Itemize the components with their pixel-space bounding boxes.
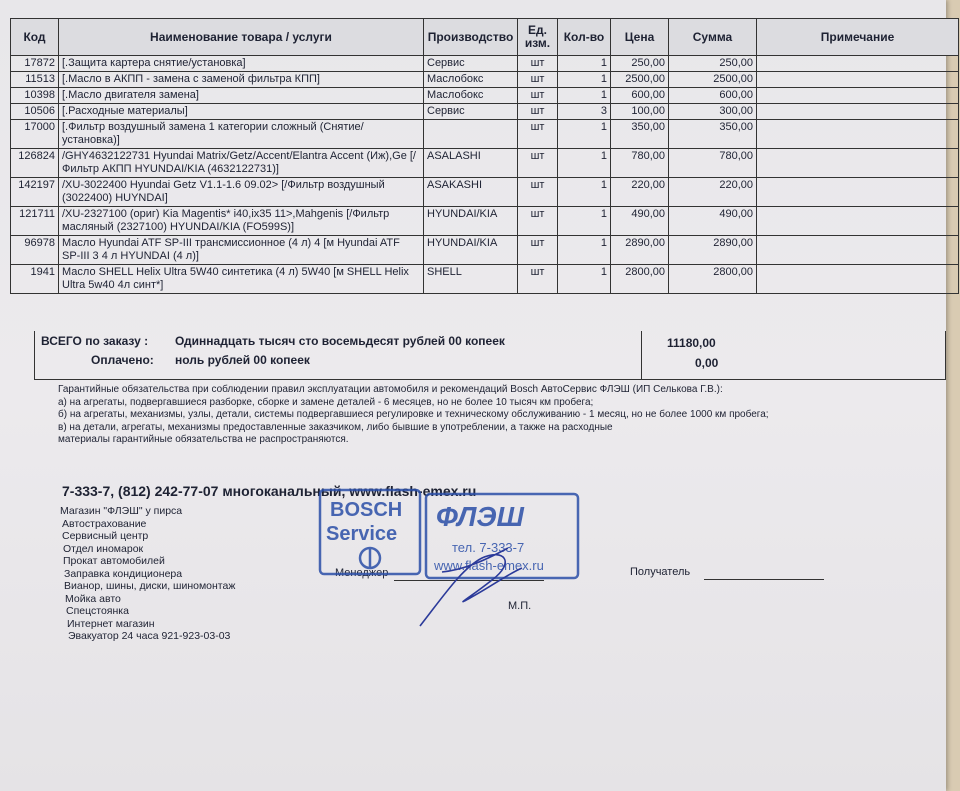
cell-note bbox=[757, 236, 959, 265]
cell-price: 490,00 bbox=[611, 207, 669, 236]
cell-maker: SHELL bbox=[424, 265, 518, 294]
service-item: Сервисный центр bbox=[62, 530, 149, 542]
cell-note bbox=[757, 56, 959, 72]
service-item: Эвакуатор 24 часа 921-923-03-03 bbox=[68, 630, 231, 642]
cell-unit: шт bbox=[518, 120, 558, 149]
cell-code: 17872 bbox=[11, 56, 59, 72]
service-item: Спецстоянка bbox=[66, 605, 129, 617]
cell-sum: 600,00 bbox=[669, 88, 757, 104]
cell-name: [.Масло двигателя замена] bbox=[59, 88, 424, 104]
service-item: Мойка авто bbox=[65, 592, 121, 605]
service-item: Интернет магазин bbox=[67, 617, 155, 630]
services-list bbox=[60, 505, 235, 643]
cell-code: 142197 bbox=[11, 178, 59, 207]
warranty-terms bbox=[58, 384, 898, 447]
invoice-table bbox=[10, 18, 959, 294]
table-row bbox=[11, 72, 959, 88]
cell-name: /XU-3022400 Hyundai Getz V1.1-1.6 09.02> [/Фильтр воздушный (3022400) HUYNDAI] bbox=[59, 178, 424, 207]
header-unit: Ед. изм. bbox=[518, 19, 558, 56]
cell-price: 350,00 bbox=[611, 120, 669, 149]
table-row bbox=[11, 207, 959, 236]
paid-label: Оплачено: bbox=[91, 353, 154, 367]
cell-unit: шт bbox=[518, 72, 558, 88]
cell-note bbox=[757, 178, 959, 207]
cell-sum: 2500,00 bbox=[669, 72, 757, 88]
cell-code: 10398 bbox=[11, 88, 59, 104]
cell-sum: 2890,00 bbox=[669, 236, 757, 265]
cell-maker: HYUNDAI/KIA bbox=[424, 207, 518, 236]
cell-qty: 1 bbox=[558, 72, 611, 88]
totals-divider bbox=[641, 331, 642, 379]
paid-value: 0,00 bbox=[695, 356, 719, 370]
cell-price: 100,00 bbox=[611, 104, 669, 120]
cell-qty: 1 bbox=[558, 178, 611, 207]
cell-unit: шт bbox=[518, 88, 558, 104]
cell-qty: 3 bbox=[558, 104, 611, 120]
cell-name: [.Фильтр воздушный замена 1 категории сложный (Снятие/установка)] bbox=[59, 120, 424, 149]
cell-note bbox=[757, 104, 959, 120]
service-item: Вианор, шины, диски, шиномонтаж bbox=[64, 580, 236, 592]
stamp-site: www.flash-emex.ru bbox=[434, 558, 544, 573]
totals-block bbox=[34, 331, 946, 380]
service-item: Отдел иномарок bbox=[63, 542, 144, 555]
cell-sum: 300,00 bbox=[669, 104, 757, 120]
cell-code: 1941 bbox=[11, 265, 59, 294]
cell-code: 126824 bbox=[11, 149, 59, 178]
cell-unit: шт bbox=[518, 207, 558, 236]
table-row bbox=[11, 265, 959, 294]
cell-maker: HYUNDAI/KIA bbox=[424, 236, 518, 265]
warranty-line: материалы гарантийные обязательства не распространяются. bbox=[58, 434, 349, 445]
service-item: Заправка кондиционера bbox=[64, 567, 183, 580]
cell-unit: шт bbox=[518, 265, 558, 294]
cell-unit: шт bbox=[518, 104, 558, 120]
cell-unit: шт bbox=[518, 149, 558, 178]
table-header-row bbox=[11, 19, 959, 56]
cell-qty: 1 bbox=[558, 88, 611, 104]
cell-note bbox=[757, 120, 959, 149]
header-note: Примечание bbox=[757, 19, 959, 56]
table-row bbox=[11, 120, 959, 149]
cell-code: 17000 bbox=[11, 120, 59, 149]
cell-qty: 1 bbox=[558, 120, 611, 149]
header-qty: Кол-во bbox=[558, 19, 611, 56]
receiver-signature-line bbox=[704, 579, 824, 580]
warranty-line: в) на детали, агрегаты, механизмы предоставленные заказчиком, либо бывшие в употреблении, а также на расходные bbox=[58, 421, 613, 433]
service-item: Автострахование bbox=[62, 517, 147, 530]
cell-sum: 250,00 bbox=[669, 56, 757, 72]
stamp-name: ФЛЭШ bbox=[436, 501, 524, 532]
warranty-line: а) на агрегаты, подвергавшиеся разборке, сборке и замене деталей - 6 месяцев, но не более 10 тысяч км пробега; bbox=[58, 396, 594, 408]
table-row bbox=[11, 88, 959, 104]
stamp-brand2: Service bbox=[326, 523, 398, 545]
stamp-place-label: М.П. bbox=[508, 600, 532, 612]
cell-note bbox=[757, 72, 959, 88]
table-row bbox=[11, 56, 959, 72]
table-row bbox=[11, 149, 959, 178]
cell-code: 96978 bbox=[11, 236, 59, 265]
cell-price: 2890,00 bbox=[611, 236, 669, 265]
cell-qty: 1 bbox=[558, 149, 611, 178]
cell-maker bbox=[424, 120, 518, 149]
cell-price: 780,00 bbox=[611, 149, 669, 178]
manager-label: Менеджер bbox=[335, 567, 389, 579]
cell-name: [.Защита картера снятие/установка] bbox=[59, 56, 424, 72]
header-name: Наименование товара / услуги bbox=[59, 19, 424, 56]
cell-note bbox=[757, 149, 959, 178]
cell-maker: Сервис bbox=[424, 104, 518, 120]
manager-signature bbox=[412, 528, 542, 638]
cell-name: Масло Hyundai ATF SP-III трансмиссионное (4 л) 4 [м Hyundai ATF SP-III 3 4 л HYUNDAI (4 л)] bbox=[59, 236, 424, 265]
cell-sum: 490,00 bbox=[669, 207, 757, 236]
total-label: ВСЕГО по заказу : bbox=[41, 334, 149, 348]
cell-sum: 2800,00 bbox=[669, 265, 757, 294]
header-price: Цена bbox=[611, 19, 669, 56]
paid-words: ноль рублей 00 копеек bbox=[175, 353, 310, 367]
cell-unit: шт bbox=[518, 236, 558, 265]
cell-sum: 350,00 bbox=[669, 120, 757, 149]
cell-qty: 1 bbox=[558, 265, 611, 294]
service-item: Прокат автомобилей bbox=[63, 555, 165, 567]
cell-price: 250,00 bbox=[611, 56, 669, 72]
total-value: 11180,00 bbox=[667, 336, 716, 350]
table-row bbox=[11, 104, 959, 120]
cell-maker: ASAKASHI bbox=[424, 178, 518, 207]
cell-name: /XU-2327100 (ориг) Kia Magentis* i40,ix35 11>,Mahgenis [/Фильтр масляный (2327100) HYUNDAI/KIA (FO599S)] bbox=[59, 207, 424, 236]
table-row bbox=[11, 236, 959, 265]
cell-qty: 1 bbox=[558, 56, 611, 72]
cell-name: /GHY4632122731 Hyundai Matrix/Getz/Accent/Elantra Accent (Иж),Ge [/Фильтр АКПП HYUNDAI/KIA (4632122731)] bbox=[59, 149, 424, 178]
header-code: Код bbox=[11, 19, 59, 56]
cell-price: 600,00 bbox=[611, 88, 669, 104]
stamp-tel: тел. 7-333-7 bbox=[452, 540, 525, 555]
cell-qty: 1 bbox=[558, 207, 611, 236]
cell-note bbox=[757, 207, 959, 236]
table-row bbox=[11, 178, 959, 207]
cell-sum: 220,00 bbox=[669, 178, 757, 207]
header-sum: Сумма bbox=[669, 19, 757, 56]
cell-code: 121711 bbox=[11, 207, 59, 236]
header-maker: Производство bbox=[424, 19, 518, 56]
cell-price: 220,00 bbox=[611, 178, 669, 207]
cell-code: 11513 bbox=[11, 72, 59, 88]
cell-code: 10506 bbox=[11, 104, 59, 120]
cell-name: Масло SHELL Helix Ultra 5W40 синтетика (4 л) 5W40 [м SHELL Helix Ultra 5w40 4л синт*] bbox=[59, 265, 424, 294]
warranty-line: Гарантийные обязательства при соблюдении правил эксплуатации автомобиля и рекомендаций Bosch АвтоСервис ФЛЭШ (ИП Селькова Г.В.): bbox=[58, 384, 723, 395]
receiver-label: Получатель bbox=[630, 566, 691, 578]
cell-unit: шт bbox=[518, 56, 558, 72]
total-words: Одиннадцать тысяч сто восемьдесят рублей 00 копеек bbox=[175, 334, 505, 348]
warranty-line: б) на агрегаты, механизмы, узлы, детали, системы подвергавшиеся регулировке и техническому обслуживанию - 1 месяц, но не более 1000 км пробега; bbox=[58, 409, 769, 420]
contact-phones: 7-333-7, (812) 242-77-07 многоканальный, www.flash-emex.ru bbox=[62, 483, 477, 499]
cell-name: [.Масло в АКПП - замена с заменой фильтра КПП] bbox=[59, 72, 424, 88]
cell-maker: ASALASHI bbox=[424, 149, 518, 178]
cell-note bbox=[757, 265, 959, 294]
cell-maker: Маслобокс bbox=[424, 72, 518, 88]
cell-maker: Сервис bbox=[424, 56, 518, 72]
cell-price: 2500,00 bbox=[611, 72, 669, 88]
cell-note bbox=[757, 88, 959, 104]
service-item: Магазин "ФЛЭШ" у пирса bbox=[60, 505, 183, 517]
cell-name: [.Расходные материалы] bbox=[59, 104, 424, 120]
cell-sum: 780,00 bbox=[669, 149, 757, 178]
cell-maker: Маслобокс bbox=[424, 88, 518, 104]
cell-qty: 1 bbox=[558, 236, 611, 265]
cell-price: 2800,00 bbox=[611, 265, 669, 294]
cell-unit: шт bbox=[518, 178, 558, 207]
stamp-brand1: BOSCH bbox=[330, 499, 403, 521]
